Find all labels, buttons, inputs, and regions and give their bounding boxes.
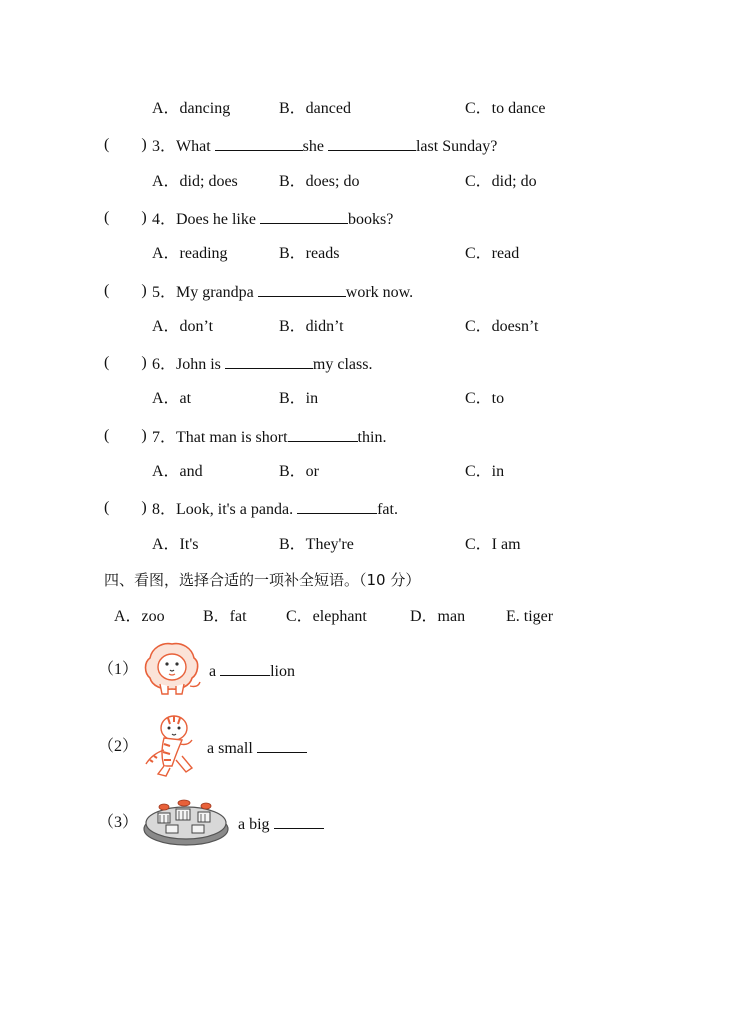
tiger-icon — [142, 710, 200, 782]
blank[interactable] — [288, 426, 358, 442]
question-5: 5．My grandpa work now. — [152, 281, 413, 303]
option-a: A．It's — [152, 536, 199, 553]
answer-paren[interactable]: ( ) — [104, 209, 147, 226]
zoo-icon — [142, 795, 230, 849]
option-b: B．They're — [279, 536, 354, 553]
answer-paren[interactable]: ( ) — [104, 499, 147, 516]
option-b: B．or — [279, 463, 320, 480]
blank[interactable] — [274, 813, 324, 829]
option-c: C．read — [465, 245, 520, 262]
question-4: 4．Does he like books? — [152, 208, 393, 230]
option-a: A．at — [152, 390, 192, 407]
option-b: B．in — [279, 390, 319, 407]
answer-paren[interactable]: ( ) — [104, 282, 147, 299]
option-c: C．did; do — [465, 173, 537, 190]
option-c: C．to — [465, 390, 505, 407]
option-a: A．and — [152, 463, 203, 480]
blank[interactable] — [260, 208, 348, 224]
item-phrase: a lion — [209, 660, 295, 682]
option-a: A．dancing — [152, 100, 231, 117]
question-3: 3．What she last Sunday? — [152, 135, 497, 157]
question-7: 7．That man is short thin. — [152, 426, 386, 448]
answer-paren[interactable]: ( ) — [104, 136, 147, 153]
choice-c: C．elephant — [286, 608, 367, 625]
option-b: B．didn’t — [279, 318, 344, 335]
option-b: B．danced — [279, 100, 351, 117]
blank[interactable] — [297, 498, 377, 514]
blank[interactable] — [215, 135, 303, 151]
option-a: A．reading — [152, 245, 228, 262]
option-b: B．does; do — [279, 173, 360, 190]
lion-icon — [140, 640, 204, 698]
item-phrase: a big — [238, 813, 324, 835]
section-title: 四、看图，选择合适的一项补全短语。（10 分） — [104, 571, 421, 589]
option-c: C．doesn’t — [465, 318, 539, 335]
blank[interactable] — [328, 135, 416, 151]
blank[interactable] — [225, 353, 313, 369]
option-a: A．don’t — [152, 318, 214, 335]
choice-e: E. tiger — [506, 608, 554, 625]
item-number: （2） — [98, 738, 139, 755]
choice-a: A．zoo — [114, 608, 165, 625]
answer-paren[interactable]: ( ) — [104, 354, 147, 371]
blank[interactable] — [220, 660, 270, 676]
option-b: B．reads — [279, 245, 340, 262]
item-number: （1） — [98, 661, 139, 678]
blank[interactable] — [257, 737, 307, 753]
item-phrase: a small — [207, 737, 307, 759]
choice-d: D．man — [410, 608, 466, 625]
option-a: A．did; does — [152, 173, 238, 190]
question-8: 8．Look, it's a panda. fat. — [152, 498, 398, 520]
question-6: 6．John is my class. — [152, 353, 372, 375]
answer-paren[interactable]: ( ) — [104, 427, 147, 444]
item-number: （3） — [98, 814, 139, 831]
option-c: C．I am — [465, 536, 521, 553]
option-c: C．in — [465, 463, 505, 480]
choice-b: B．fat — [203, 608, 247, 625]
blank[interactable] — [258, 281, 346, 297]
option-c: C．to dance — [465, 100, 546, 117]
